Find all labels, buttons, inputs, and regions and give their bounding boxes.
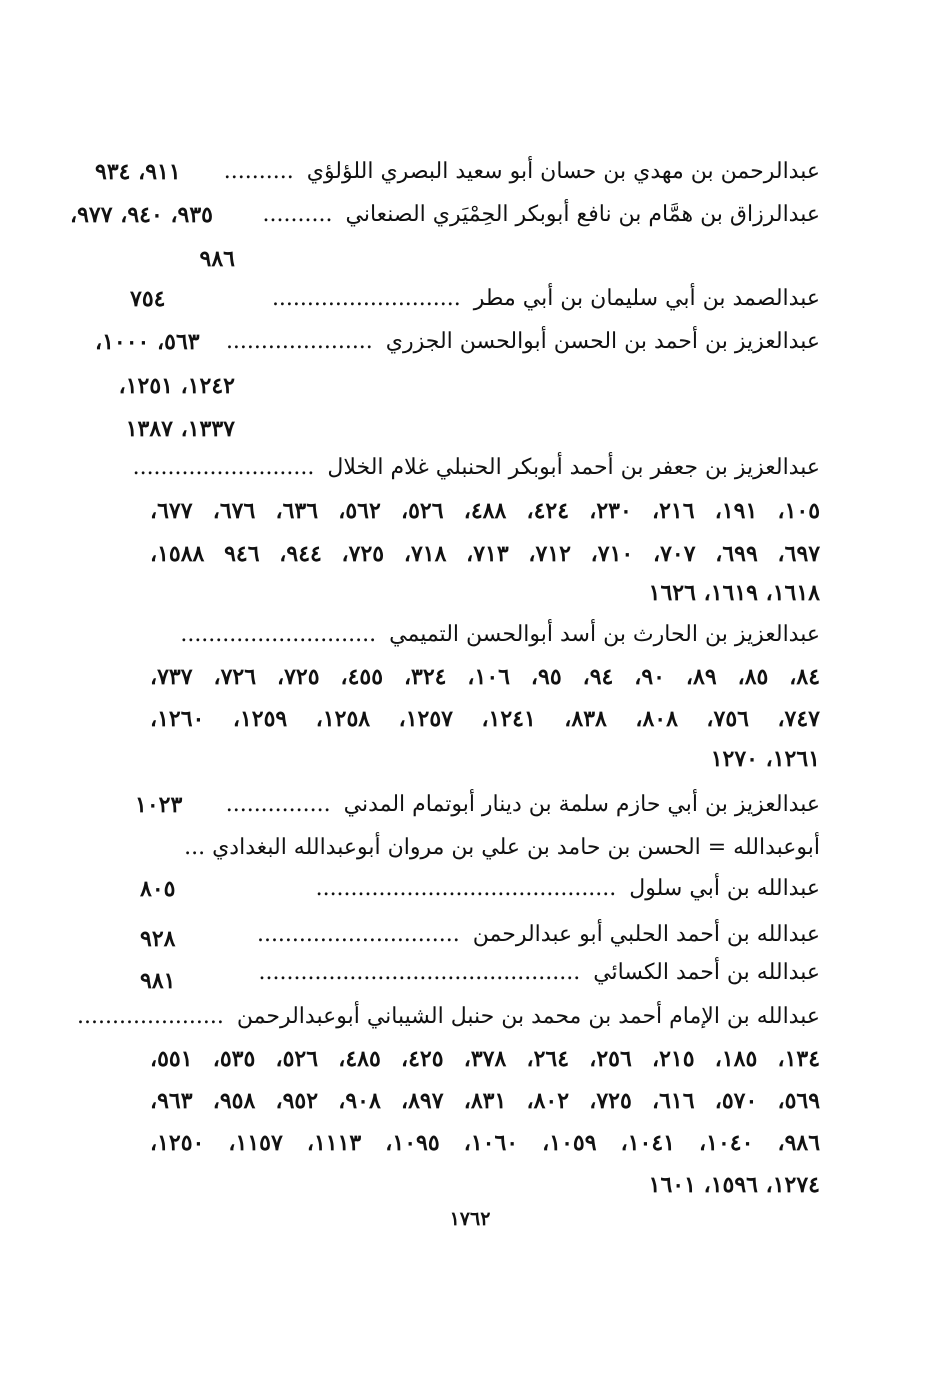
entry-refs-continued: ٦٩٧، ٦٩٩، ٧٠٧، ٧١٠، ٧١٢، ٧١٣، ٧١٨، ٧٢٥، ٩٤٤، ٩٤٦ ١٥٨٨، xyxy=(150,541,821,567)
leader-dots: ............... xyxy=(225,792,331,817)
leader-dots: ............................ xyxy=(180,622,377,647)
entry-refs-continued: ٨٤، ٨٥، ٨٩، ٩٠، ٩٤، ٩٥، ١٠٦، ٣٢٤، ٤٥٥، ٧٢٥، ٧٢٦، ٧٣٧، xyxy=(150,664,821,690)
entry-page-refs: ١٠٢٣ xyxy=(135,792,183,818)
leader-dots: .......... xyxy=(223,159,294,184)
index-entry xyxy=(263,198,820,232)
entry-refs-continued: ١٦١٨، ١٦١٩، ١٦٢٦ xyxy=(648,580,820,606)
entry-refs-continued: ١٢٦١، ١٢٧٠ xyxy=(710,746,820,772)
page-number: ١٧٦٢ xyxy=(449,1208,491,1230)
entry-name: عبدالعزيز بن جعفر بن أحمد أبوبكر الحنبلي غلام الخلال xyxy=(327,455,820,480)
leader-dots: .............................................. xyxy=(258,960,581,985)
index-entry xyxy=(259,956,820,990)
entry-name: عبدالرزاق بن همَّام بن نافع أبوبكر الحِمْيَري الصنعاني xyxy=(345,202,820,227)
entry-name: عبدالله بن أحمد الحلبي أبو عبدالرحمن xyxy=(472,922,820,947)
entry-refs-continued: ٥٦٩، ٥٧٠، ٦١٦، ٧٢٥، ٨٠٢، ٨٣١، ٨٩٧، ٩٠٨، ٩٥٢، ٩٥٨، ٩٦٣، xyxy=(150,1088,821,1114)
entry-name: عبدالله بن أبي سلول xyxy=(629,876,820,901)
entry-refs-continued: ١٢٤٢، ١٢٥١، xyxy=(118,373,235,399)
leader-dots: ..................... xyxy=(77,1004,224,1029)
index-entry xyxy=(226,788,820,822)
entry-page-refs: ٨٠٥ xyxy=(140,876,176,902)
entry-page-refs: ٧٥٤ xyxy=(130,286,166,312)
entry-name: عبدالله بن أحمد الكسائي xyxy=(593,960,820,985)
entry-page-refs: ٩٨١ xyxy=(140,968,176,994)
index-entry xyxy=(316,872,820,906)
entry-name: عبدالرحمن بن مهدي بن حسان أبو سعيد البصري اللؤلؤي xyxy=(306,159,820,184)
leader-dots: .......................... xyxy=(132,455,315,480)
leader-dots: ........................................... xyxy=(315,876,617,901)
entry-name: أبوعبدالله = الحسن بن حامد بن علي بن مروان أبوعبدالله البغدادي ... xyxy=(184,835,820,860)
entry-page-refs: ٩٢٨ xyxy=(140,926,176,952)
index-entry xyxy=(120,618,820,652)
entry-name: عبدالعزيز بن أبي حازم سلمة بن دينار أبوتمام المدني xyxy=(343,792,820,817)
entry-refs-continued: ١٠٥، ١٩١، ٢١٦، ٢٣٠، ٤٢٤، ٤٨٨، ٥٢٦، ٥٦٢، ٦٣٦، ٦٧٦، ٦٧٧، xyxy=(150,498,821,524)
entry-refs-continued: ٩٨٦ xyxy=(199,246,235,272)
leader-dots: ............................. xyxy=(256,922,460,947)
index-entry xyxy=(184,831,820,865)
index-entry xyxy=(272,282,820,316)
index-entry xyxy=(226,325,820,359)
index-entry xyxy=(120,451,820,485)
entry-page-refs: ٩١١، ٩٣٤ xyxy=(95,159,181,185)
entry-name: عبدالعزيز بن الحارث بن أسد أبوالحسن التميمي xyxy=(389,622,820,647)
entry-name: عبدالعزيز بن أحمد بن الحسن أبوالحسن الجزري xyxy=(385,329,820,354)
index-entry xyxy=(257,918,820,952)
index-entry xyxy=(77,1000,820,1034)
entry-page-refs: ٥٦٣، ١٠٠٠، xyxy=(95,329,200,355)
entry-refs-continued: ١٢٧٤، ١٥٩٦، ١٦٠١ xyxy=(648,1172,820,1198)
entry-refs-continued: ٩٨٦، ١٠٤٠، ١٠٤١، ١٠٥٩، ١٠٦٠، ١٠٩٥، ١١١٣، ١١٥٧، ١٢٥٠، xyxy=(150,1130,821,1156)
entry-page-refs: ٩٣٥، ٩٤٠، ٩٧٧، xyxy=(70,202,213,228)
entry-refs-continued: ١٣٤، ١٨٥، ٢١٥، ٢٥٦، ٢٦٤، ٣٧٨، ٤٢٥، ٤٨٥، ٥٢٦، ٥٣٥، ٥٥١، xyxy=(150,1046,821,1072)
leader-dots: ........................... xyxy=(271,286,461,311)
entry-name: عبدالله بن الإمام أحمد بن محمد بن حنبل الشيباني أبوعبدالرحمن xyxy=(236,1004,820,1029)
entry-name: عبدالصمد بن أبي سليمان بن أبي مطر xyxy=(473,286,820,311)
entry-refs-continued: ٧٤٧، ٧٥٦، ٨٠٨، ٨٣٨، ١٢٤١، ١٢٥٧، ١٢٥٨، ١٢٥٩، ١٢٦٠، xyxy=(150,706,820,732)
leader-dots: ..................... xyxy=(225,329,373,354)
leader-dots: .......... xyxy=(262,202,333,227)
entry-refs-continued: ١٣٣٧، ١٣٨٧ xyxy=(125,416,235,442)
index-entry xyxy=(224,155,820,189)
